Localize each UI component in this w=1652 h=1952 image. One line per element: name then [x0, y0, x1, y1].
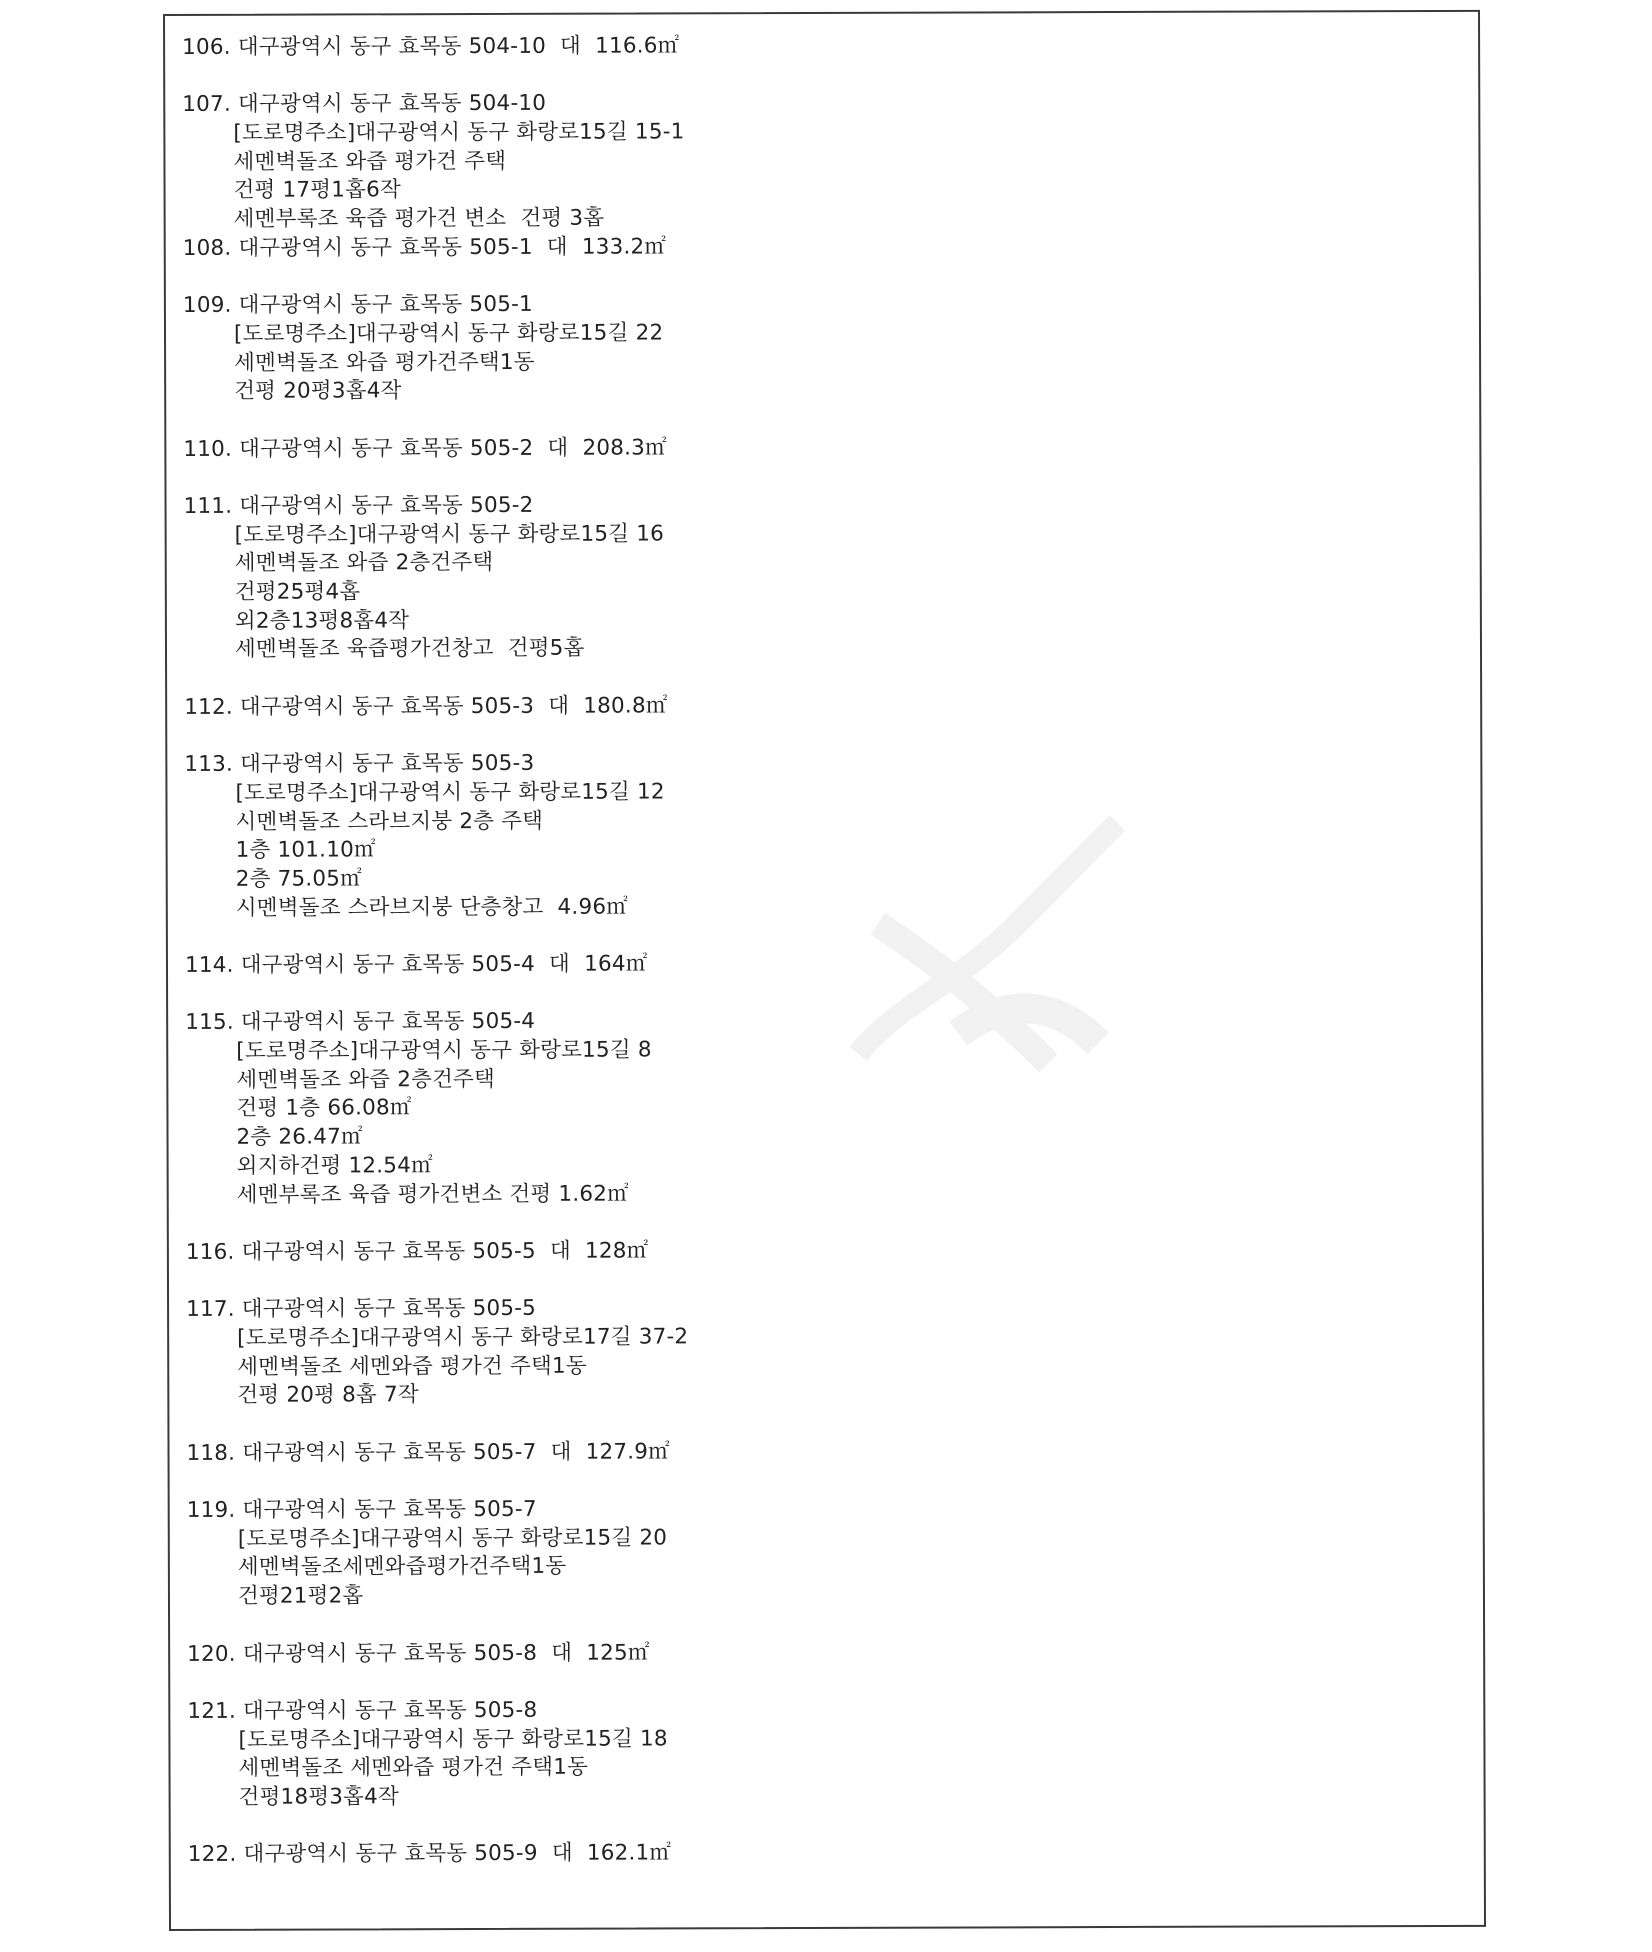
entry-detail-line: 2층 75.05㎡	[235, 866, 362, 892]
entry-heading: 117. 대구광역시 동구 효목동 505-5	[186, 1296, 537, 1323]
entry-detail-line: [도로명주소]대구광역시 동구 화랑로15길 16	[234, 521, 664, 548]
entry-heading: 116. 대구광역시 동구 효목동 505-5 대 128㎡	[185, 1238, 649, 1265]
entry-detail-line: 1층 101.10㎡	[235, 837, 376, 864]
watermark-emblem-icon	[817, 803, 1138, 1104]
entry-detail-line: 건평21평2홉	[237, 1583, 364, 1609]
entry-heading: 108. 대구광역시 동구 효목동 505-1 대 133.2㎡	[182, 234, 667, 261]
entry-heading: 118. 대구광역시 동구 효목동 505-7 대 127.9㎡	[186, 1439, 670, 1466]
entry-heading: 109. 대구광역시 동구 효목동 505-1	[182, 292, 533, 319]
entry-detail-line: 세멘벽돌조 세멘와즙 평가건 주택1동	[238, 1754, 589, 1782]
entry-detail-line: 세멘벽돌조 와즙 2층건주택	[236, 1066, 495, 1093]
entry-detail-line: 2층 26.47㎡	[236, 1124, 363, 1150]
property-entry	[188, 1840, 690, 1870]
entry-heading: 121. 대구광역시 동구 효목동 505-8	[187, 1697, 538, 1724]
property-entry	[187, 1696, 689, 1812]
entry-detail-line: 시멘벽돌조 스라브지붕 2층 주택	[235, 808, 544, 835]
entry-detail-line: [도로명주소]대구광역시 동구 화랑로15길 20	[237, 1525, 668, 1552]
document-frame	[163, 10, 1486, 1931]
entry-detail-line: 건평 17평1홉6작	[233, 177, 402, 204]
entry-detail-line: 건평18평3홉4작	[238, 1784, 400, 1810]
entry-heading: 122. 대구광역시 동구 효목동 505-9 대 162.1㎡	[187, 1840, 672, 1868]
property-entry	[185, 950, 687, 980]
property-entry	[186, 1438, 688, 1468]
entry-heading: 112. 대구광역시 동구 효목동 505-3 대 180.8㎡	[184, 693, 668, 720]
entry-detail-line: [도로명주소]대구광역시 동구 화랑로15길 18	[238, 1725, 668, 1753]
entry-detail-line: [도로명주소]대구광역시 동구 화랑로17길 37-2	[237, 1324, 689, 1351]
property-list	[182, 32, 690, 1870]
entry-detail-line: 외2층13평8홉4작	[234, 607, 410, 634]
entry-detail-line: 건평 20평3홉4작	[234, 378, 402, 405]
property-entry	[184, 692, 686, 722]
entry-heading: 113. 대구광역시 동구 효목동 505-3	[184, 751, 535, 778]
property-entry	[186, 1295, 688, 1411]
entry-heading: 115. 대구광역시 동구 효목동 505-4	[185, 1009, 536, 1036]
entry-detail-line: 세멘벽돌조 와즙 평가건 주택	[233, 148, 507, 175]
entry-heading: 114. 대구광역시 동구 효목동 505-4 대 164㎡	[184, 951, 648, 978]
entry-detail-line: [도로명주소]대구광역시 동구 화랑로15길 12	[235, 779, 665, 806]
entry-detail-line: [도로명주소]대구광역시 동구 화랑로15길 22	[233, 320, 664, 347]
entry-detail-line: 세멘벽돌조 세멘와즙 평가건 주택1동	[237, 1353, 587, 1380]
entry-detail-line: 세멘부록조 육즙 평가건 변소 건평 3홉	[233, 205, 605, 232]
property-entry	[186, 1237, 688, 1267]
entry-heading: 120. 대구광역시 동구 효목동 505-8 대 125㎡	[187, 1639, 650, 1667]
property-entry	[183, 291, 685, 407]
property-entry	[187, 1639, 689, 1669]
entry-detail-line: 세멘벽돌조 와즙 2층건주택	[234, 550, 494, 577]
entry-detail-line: 세멘벽돌조 육즙평가건창고 건평5홉	[234, 636, 585, 663]
entry-detail-line: 건평25평4홉	[234, 579, 361, 605]
entry-detail-line: [도로명주소]대구광역시 동구 화랑로15길 15-1	[233, 119, 685, 146]
entry-heading: 119. 대구광역시 동구 효목동 505-7	[186, 1496, 537, 1523]
property-entry	[185, 1008, 688, 1210]
entry-detail-line: 세멘부록조 육즙 평가건변소 건평 1.62㎡	[236, 1181, 629, 1208]
property-entry	[183, 233, 685, 263]
entry-detail-line: [도로명주소]대구광역시 동구 화랑로15길 8	[236, 1037, 652, 1064]
entry-heading: 110. 대구광역시 동구 효목동 505-2 대 208.3㎡	[183, 435, 667, 462]
entry-detail-line: 시멘벽돌조 스라브지붕 단층창고 4.96㎡	[235, 894, 628, 921]
property-entry	[182, 32, 684, 62]
entry-detail-line: 건평 20평 8홉 7작	[237, 1382, 419, 1409]
property-entry	[187, 1495, 689, 1611]
property-entry	[184, 750, 687, 924]
property-entry	[183, 434, 685, 464]
entry-heading: 106. 대구광역시 동구 효목동 504-10 대 116.6㎡	[182, 33, 680, 60]
entry-detail-line: 외지하건평 12.54㎡	[236, 1152, 433, 1179]
entry-detail-line: 세멘벽돌조 와즙 평가건주택1동	[234, 349, 535, 376]
property-entry	[184, 491, 687, 665]
entry-detail-line: 세멘벽돌조세멘와즙평가건주택1동	[237, 1554, 567, 1581]
entry-detail-line: 건평 1층 66.08㎡	[236, 1095, 412, 1122]
entry-heading: 107. 대구광역시 동구 효목동 504-10	[182, 91, 547, 118]
property-entry	[182, 90, 685, 235]
entry-heading: 111. 대구광역시 동구 효목동 505-2	[183, 492, 534, 519]
